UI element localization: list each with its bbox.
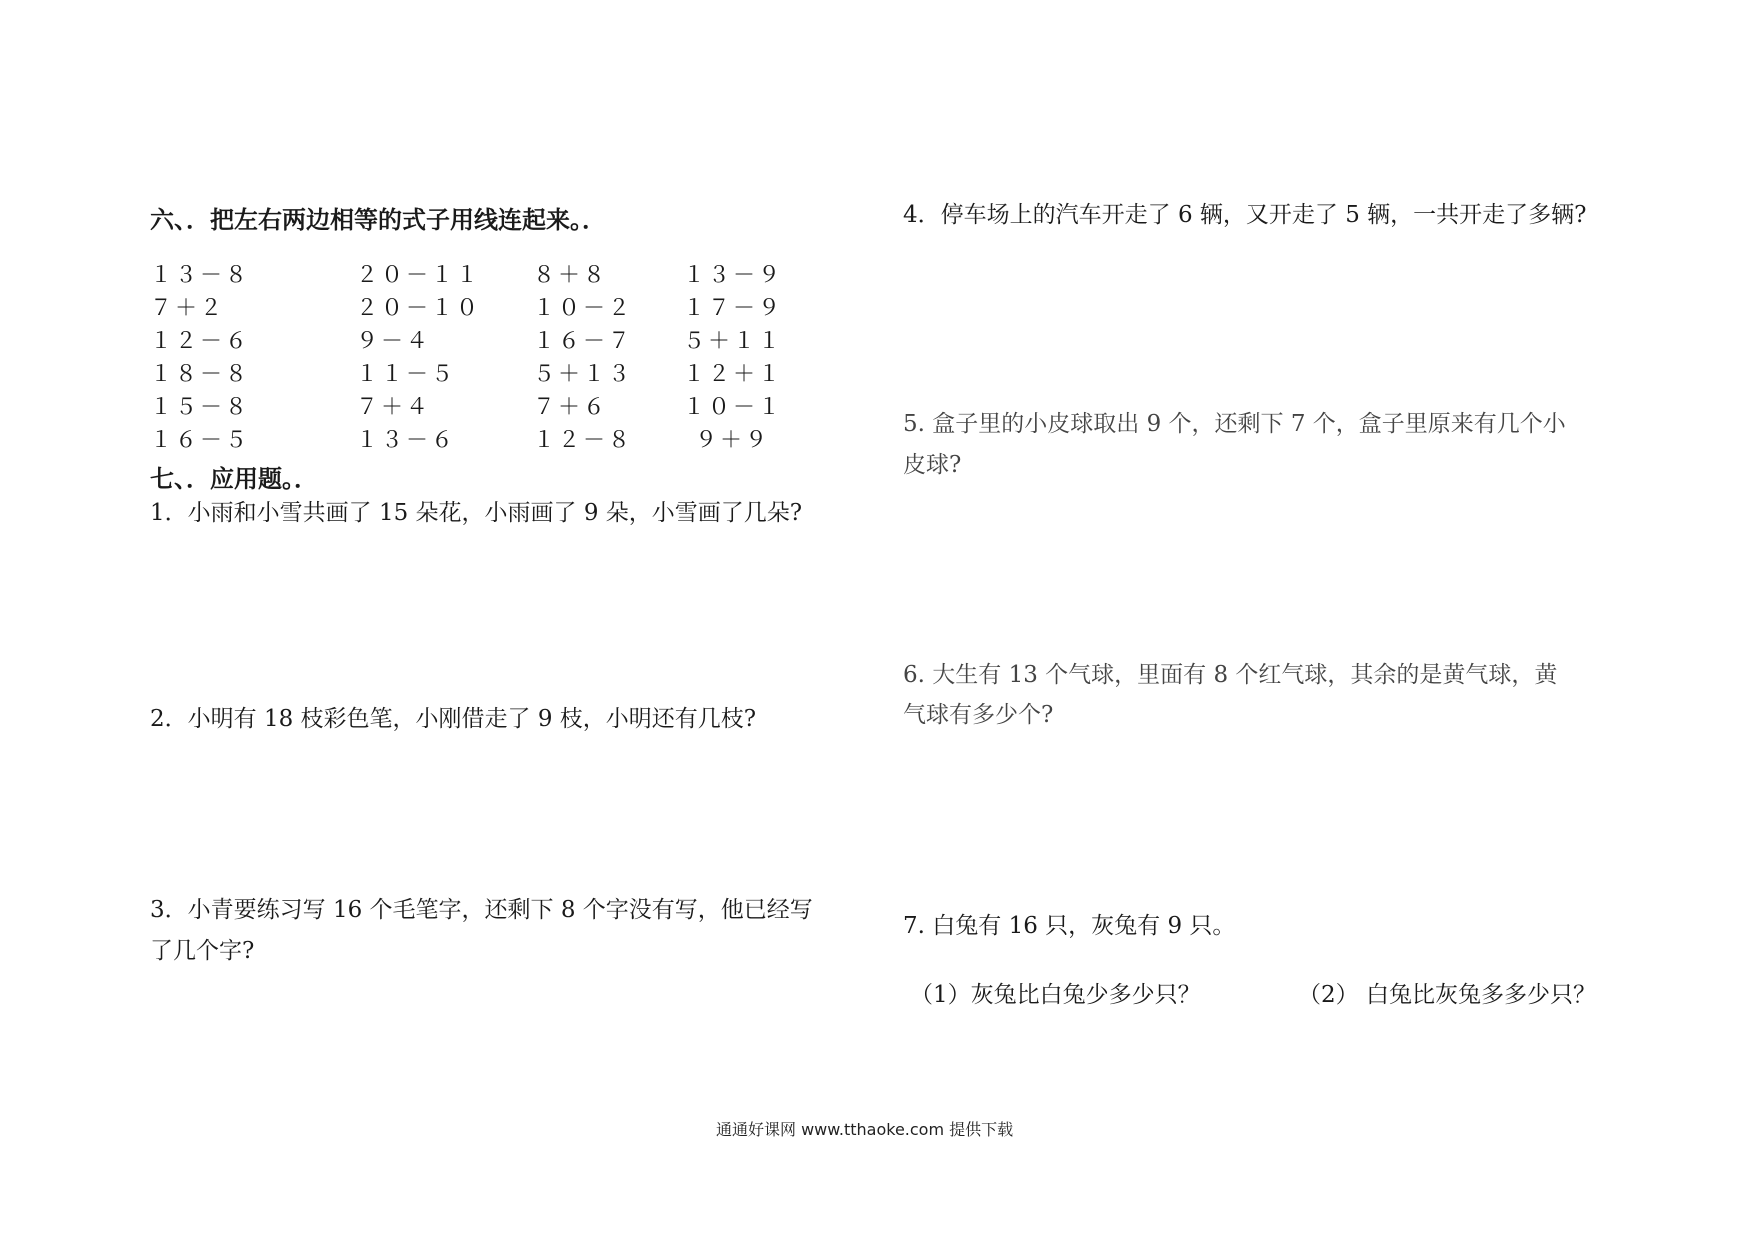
question-7: 7. 白兔有 16 只，灰兔有 9 只。 xyxy=(903,913,1236,939)
equation: ５＋１３ xyxy=(533,362,634,387)
question-1: 1．小雨和小雪共画了 15 朵花，小雨画了 9 朵，小雪画了几朵? xyxy=(150,500,803,526)
question-5-line-1: 5. 盒子里的小皮球取出 9 个，还剩下 7 个，盒子里原来有几个小 xyxy=(903,411,1566,437)
section-7-heading: 七、．应用题。． xyxy=(150,465,318,493)
equation: １６－７ xyxy=(533,329,634,354)
equation-column-4 xyxy=(683,258,783,456)
equation: １６－５ xyxy=(150,428,251,453)
equation: １３－９ xyxy=(683,263,784,288)
equation: ９－４ xyxy=(356,329,432,354)
equation: １２－６ xyxy=(150,329,251,354)
equation: １１－５ xyxy=(356,362,457,387)
question-3-line-2: 了几个字? xyxy=(150,938,255,964)
question-4: 4．停车场上的汽车开走了 6 辆，又开走了 5 辆，一共开走了多辆? xyxy=(903,202,1587,228)
equation-column-2 xyxy=(356,258,481,456)
question-5-line-2: 皮球? xyxy=(903,452,962,478)
equation: １８－８ xyxy=(150,362,251,387)
equation: ９＋９ xyxy=(695,428,771,453)
equation: ７＋６ xyxy=(533,395,609,420)
equation: １３－８ xyxy=(150,263,251,288)
equation-column-3 xyxy=(533,258,633,456)
equation: １０－１ xyxy=(683,395,784,420)
equation: ７＋２ xyxy=(150,296,226,321)
question-3-line-1: 3．小青要练习写 16 个毛笔字，还剩下 8 个字没有写，他已经写 xyxy=(150,897,813,923)
question-2: 2．小明有 18 枝彩色笔，小刚借走了 9 枝，小明还有几枝? xyxy=(150,706,757,732)
equation: １７－９ xyxy=(683,296,784,321)
equation: １０－２ xyxy=(533,296,634,321)
equation: １５－８ xyxy=(150,395,251,420)
question-7-sub-2: （2） 白兔比灰兔多多少只？ xyxy=(1298,982,1596,1008)
equation: １３－６ xyxy=(356,428,457,453)
question-6-line-1: 6. 大生有 13 个气球，里面有 8 个红气球，其余的是黄气球，黄 xyxy=(903,662,1558,688)
footer-credit: 通通好课网 www.tthaoke.com 提供下载 xyxy=(716,1120,1014,1139)
equation: １２－８ xyxy=(533,428,634,453)
equation: ５＋１１ xyxy=(683,329,784,354)
equation: ２０－１０ xyxy=(356,296,482,321)
question-6-line-2: 气球有多少个? xyxy=(903,702,1054,728)
equation: ２０－１１ xyxy=(356,263,482,288)
equation: ８＋８ xyxy=(533,263,609,288)
equation-column-1 xyxy=(150,258,250,456)
section-6-heading: 六、．把左右两边相等的式子用线连起来。． xyxy=(150,206,606,234)
equation: １２＋１ xyxy=(683,362,784,387)
equation: ７＋４ xyxy=(356,395,432,420)
question-7-sub-1: （1）灰兔比白兔少多少只？ xyxy=(910,982,1201,1008)
